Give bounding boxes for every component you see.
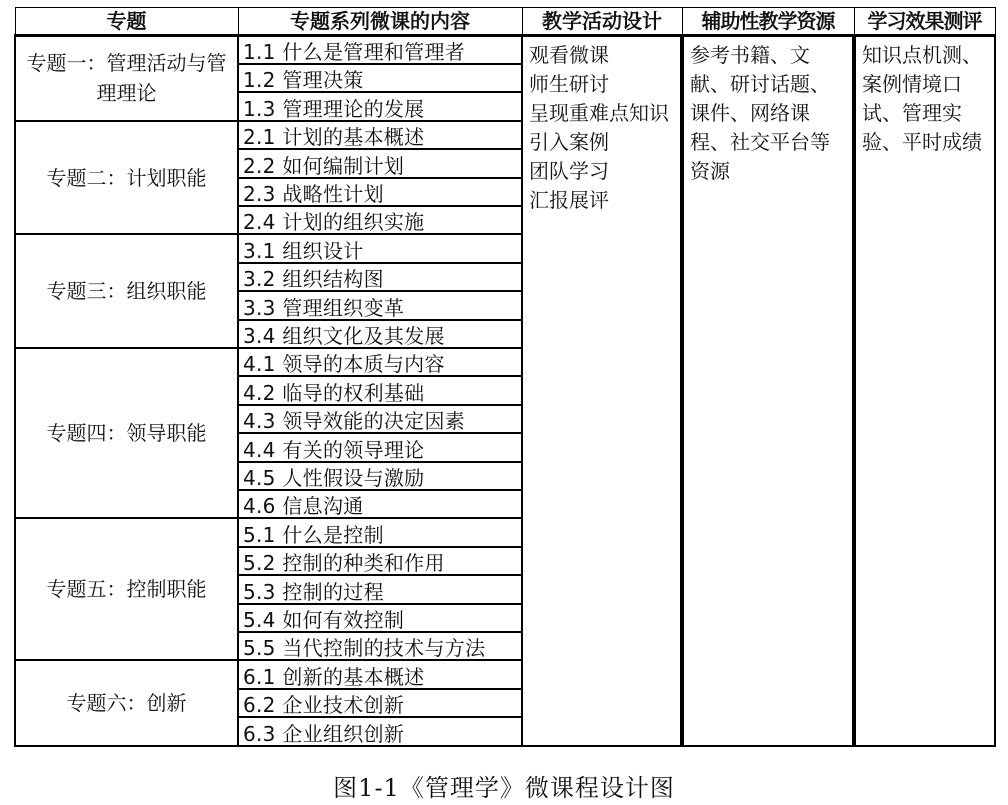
lesson-cell: 5.2 控制的种类和作用 — [238, 547, 522, 575]
lesson-cell: 1.2 管理决策 — [238, 64, 522, 92]
lesson-cell: 5.3 控制的过程 — [238, 575, 522, 603]
lesson-cell: 5.1 什么是控制 — [238, 518, 522, 546]
topic-cell: 专题三：组织职能 — [15, 234, 238, 348]
lesson-cell: 5.4 如何有效控制 — [238, 604, 522, 632]
course-design-table — [14, 7, 996, 747]
header-lessons: 专题系列微课的内容 — [238, 8, 522, 36]
table-body — [15, 36, 995, 747]
lesson-cell: 5.5 当代控制的技术与方法 — [238, 632, 522, 660]
evaluation-text: 知识点机测、案例情境口试、管理实验、平时成绩 — [862, 43, 982, 154]
topic-cell: 专题二：计划职能 — [15, 121, 238, 235]
header-resources: 辅助性教学资源 — [682, 8, 854, 36]
header-row — [15, 8, 995, 36]
header-activities: 教学活动设计 — [522, 8, 682, 36]
topic-cell: 专题五：控制职能 — [15, 518, 238, 660]
header-evaluation: 学习效果测评 — [854, 8, 995, 36]
lesson-cell: 4.6 信息沟通 — [238, 490, 522, 518]
lesson-cell: 4.1 领导的本质与内容 — [238, 348, 522, 376]
header-topic: 专题 — [15, 8, 238, 36]
activity-item: 引入案例 — [529, 130, 609, 154]
activity-item: 呈现重难点知识 — [529, 101, 669, 125]
lesson-cell: 3.2 组织结构图 — [238, 263, 522, 291]
activity-item: 观看微课 — [529, 43, 609, 67]
lesson-cell: 3.3 管理组织变革 — [238, 291, 522, 319]
lesson-cell: 6.1 创新的基本概述 — [238, 660, 522, 688]
lesson-cell: 2.4 计划的组织实施 — [238, 206, 522, 234]
table-row — [15, 36, 995, 64]
lesson-cell: 4.4 有关的领导理论 — [238, 433, 522, 461]
lesson-cell: 4.3 领导效能的决定因素 — [238, 405, 522, 433]
lesson-cell: 2.2 如何编制计划 — [238, 149, 522, 177]
activity-item: 团队学习 — [529, 159, 609, 183]
lesson-cell: 1.3 管理理论的发展 — [238, 92, 522, 120]
lesson-cell: 3.4 组织文化及其发展 — [238, 320, 522, 348]
resources-cell — [682, 36, 854, 747]
lesson-cell: 4.2 临导的权利基础 — [238, 376, 522, 404]
figure-caption: 图1-1《管理学》微课程设计图 — [333, 774, 675, 802]
lesson-cell: 4.5 人性假设与激励 — [238, 462, 522, 490]
activities-cell — [522, 36, 682, 747]
resources-text: 参考书籍、文献、研讨话题、课件、网络课程、社交平台等资源 — [690, 43, 830, 183]
topic-cell: 专题一：管理活动与管理理论 — [15, 36, 238, 121]
topic-cell: 专题四：领导职能 — [15, 348, 238, 518]
lesson-cell: 6.2 企业技术创新 — [238, 689, 522, 717]
lesson-cell: 3.1 组织设计 — [238, 234, 522, 262]
evaluation-cell — [854, 36, 995, 747]
topic-cell: 专题六：创新 — [15, 660, 238, 746]
activity-item: 汇报展评 — [529, 188, 609, 212]
lesson-cell: 6.3 企业组织创新 — [238, 717, 522, 746]
lesson-cell: 2.3 战略性计划 — [238, 178, 522, 206]
lesson-cell: 2.1 计划的基本概述 — [238, 121, 522, 149]
lesson-cell: 1.1 什么是管理和管理者 — [238, 36, 522, 64]
activity-item: 师生研讨 — [529, 72, 609, 96]
